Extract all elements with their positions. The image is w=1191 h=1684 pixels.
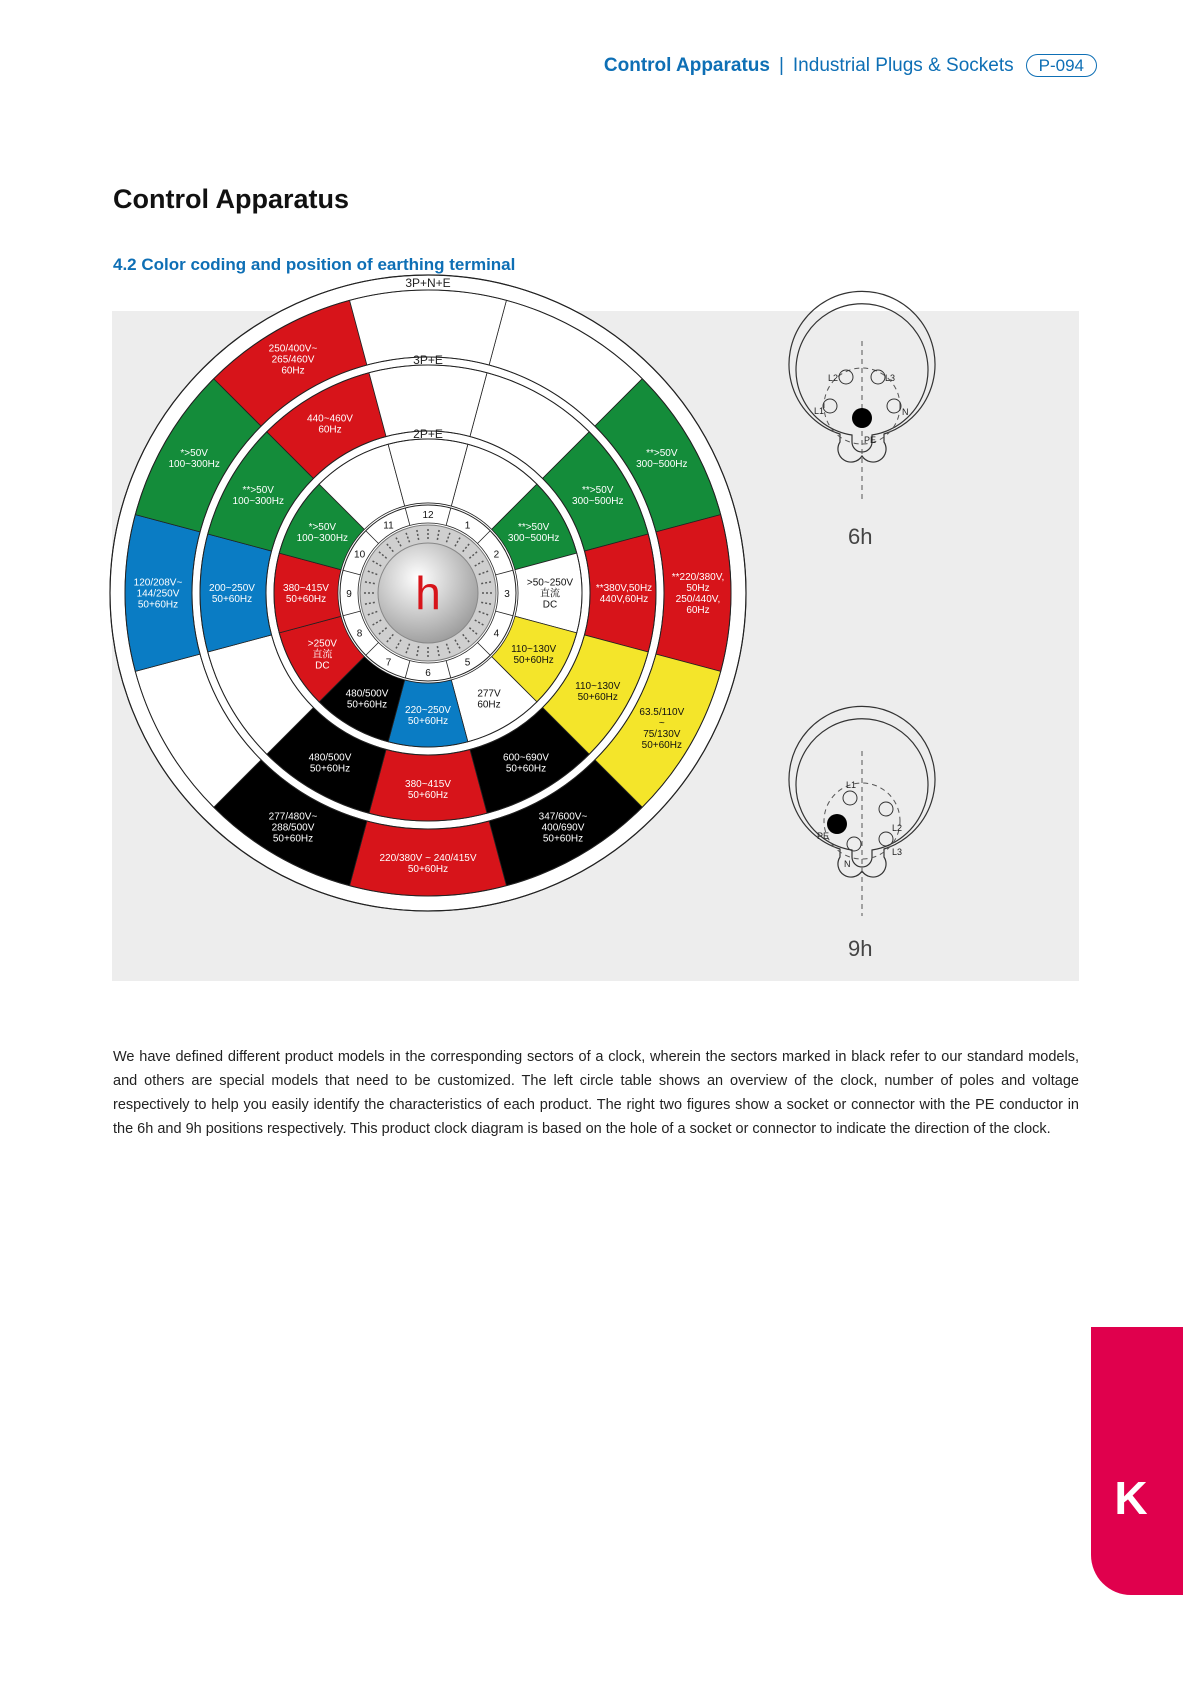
label-n: N: [902, 407, 909, 417]
outer-ring-label-3-2: 250/440V,: [675, 594, 721, 605]
hour-number-11: 11: [383, 520, 394, 532]
outer-ring-label-4-3: 50+60Hz: [641, 740, 682, 751]
outer-ring-label-9-2: 50+60Hz: [137, 599, 179, 611]
pin-n: [887, 399, 901, 413]
outer-ring-label-7-1: 288/500V: [271, 822, 315, 834]
outer-ring-label-5-1: 400/690V: [541, 822, 585, 834]
middle-ring-label-3-0: **380V,50Hz: [595, 583, 653, 594]
inner-ring-label-9-0: 380~415V: [283, 583, 329, 594]
pin-l3: [871, 370, 885, 384]
header-separator: |: [778, 54, 784, 76]
outer-ring-label-2-1: 300~500Hz: [636, 459, 688, 470]
inner-ring-label-10-1: 100~300Hz: [296, 533, 349, 544]
pin-l2: [879, 802, 893, 816]
pin-pe: [852, 408, 872, 428]
inner-ring-label-4-0: 110~130V: [511, 644, 557, 655]
middle-ring-label-5-0: 600~690V: [503, 752, 549, 764]
header-product-line: Industrial Plugs & Sockets: [792, 54, 1014, 76]
hour-number-4: 4: [493, 628, 500, 640]
inner-ring-label-2-0: **>50V: [517, 522, 550, 533]
hour-number-8: 8: [356, 628, 363, 640]
pin-l3: [879, 832, 893, 846]
connector-6h-title: 6h: [848, 524, 873, 549]
section-tab-letter: K: [1114, 1472, 1148, 1524]
inner-ring-label-6-0: 220~250V: [405, 705, 451, 716]
color-coding-figure: [112, 276, 1079, 981]
middle-ring-label-9-0: 200~250V: [209, 583, 255, 594]
outer-ring-label-3-1: 50Hz: [686, 583, 710, 594]
middle-ring-label-10-0: **>50V: [242, 485, 274, 496]
middle-ring-label-7-0: 480/500V: [308, 752, 352, 764]
inner-ring-label-7-0: 480/500V: [345, 688, 389, 700]
hour-number-1: 1: [464, 520, 471, 532]
middle-ring-label-9-1: 50+60Hz: [211, 594, 253, 605]
middle-ring-label-10-1: 100~300Hz: [232, 496, 284, 507]
inner-ring-label-10-0: *>50V: [308, 522, 337, 533]
outer-ring-label-9-1: 144/250V: [136, 588, 180, 600]
inner-ring-title: 2P+E: [413, 427, 443, 441]
inner-ring-label-3-1: 直流: [540, 588, 560, 600]
label-l3: L3: [885, 373, 896, 383]
clock-wheel: [110, 275, 746, 911]
pin-pe: [827, 814, 847, 834]
middle-ring-sector-12: [369, 365, 487, 437]
inner-ring-label-3-0: >50~250V: [526, 577, 574, 589]
center-logo-letter: h: [415, 567, 441, 619]
hour-number-6: 6: [425, 668, 431, 679]
inner-ring-label-7-1: 50+60Hz: [346, 699, 388, 711]
label-pe: PE: [817, 831, 830, 841]
hour-number-7: 7: [385, 657, 392, 669]
inner-ring-label-8-0: >250V: [307, 638, 337, 650]
label-l1: L1: [814, 406, 825, 416]
inner-ring-label-3-2: DC: [542, 599, 558, 611]
outer-ring-label-11-0: 250/400V~: [268, 343, 318, 355]
middle-ring-label-11-0: 440~460V: [307, 413, 353, 425]
hour-number-12: 12: [422, 510, 434, 521]
middle-ring-label-11-1: 60Hz: [318, 424, 342, 436]
inner-ring-label-5-1: 60Hz: [477, 699, 501, 711]
label-l2: L2: [892, 823, 903, 833]
middle-ring-title: 3P+E: [413, 353, 443, 367]
middle-ring-label-7-1: 50+60Hz: [309, 763, 351, 775]
outer-ring-label-3-3: 60Hz: [686, 605, 710, 616]
outer-ring-label-10-0: *>50V: [180, 448, 208, 459]
outer-ring-label-5-0: 347/600V~: [538, 811, 588, 823]
label-pe: PE: [864, 435, 877, 445]
page-header: [604, 54, 1097, 77]
inner-ring-label-5-0: 277V: [477, 688, 501, 700]
hour-number-2: 2: [493, 549, 500, 561]
hour-number-3: 3: [504, 589, 510, 600]
figure-canvas: [112, 276, 1079, 981]
middle-ring-label-5-1: 50+60Hz: [505, 763, 547, 775]
pin-l2: [839, 370, 853, 384]
middle-ring-label-3-1: 440V,60Hz: [599, 594, 649, 605]
section-title: 4.2 Color coding and position of earthing terminal: [113, 255, 516, 274]
outer-ring-label-4-0: 63.5/110V: [639, 707, 685, 718]
outer-ring-label-7-0: 277/480V~: [268, 811, 318, 823]
connector-9h: [789, 706, 935, 961]
outer-ring-label-4-1: ~: [658, 718, 665, 729]
middle-ring-label-4-0: 110~130V: [575, 681, 621, 692]
outer-ring-label-4-2: 75/130V: [643, 729, 681, 740]
description-paragraph: We have defined different product models in the corresponding sectors of a clock, wherein the sectors marked in black refer to our standard models, and others are special models that need to be customized. The left circle table shows an overview of the clock, number of poles and voltage respectively to help you easily identify the characteristics of each product. The right two figures show a socket or connector with the PE conductor in the 6h and 9h positions respectively. This product clock diagram is based on the hole of a socket or connector to indicate the direction of the clock.: [113, 1049, 1079, 1137]
label-n: N: [844, 859, 851, 869]
inner-ring-label-2-1: 300~500Hz: [507, 533, 560, 544]
outer-ring-label-7-2: 50+60Hz: [272, 833, 314, 845]
connector-6h: [789, 291, 935, 549]
outer-ring-label-6-0: 220/380V ~ 240/415V: [379, 853, 477, 864]
hour-number-9: 9: [346, 589, 352, 600]
middle-ring-label-2-1: 300~500Hz: [572, 496, 624, 507]
page-title: Control Apparatus: [113, 184, 349, 214]
outer-ring-label-3-0: **220/380V,: [671, 572, 725, 583]
inner-ring-label-6-1: 50+60Hz: [407, 716, 449, 727]
inner-ring-label-4-1: 50+60Hz: [513, 655, 554, 666]
label-l1: L1: [846, 780, 857, 790]
outer-ring-label-9-0: 120/208V~: [133, 577, 183, 589]
section-tab-k: [1091, 1327, 1183, 1595]
pin-n: [847, 837, 861, 851]
outer-ring-label-6-1: 50+60Hz: [407, 864, 449, 875]
inner-ring-label-9-1: 50+60Hz: [285, 594, 327, 605]
header-category: Control Apparatus: [603, 54, 770, 76]
outer-ring-label-2-0: **>50V: [646, 448, 678, 459]
label-l2: L2: [828, 373, 839, 383]
connector-9h-title: 9h: [848, 936, 873, 961]
hour-number-5: 5: [464, 657, 471, 669]
connector-6h-outline: [789, 291, 935, 462]
inner-ring-label-8-2: DC: [315, 660, 330, 672]
label-l3: L3: [892, 847, 903, 857]
outer-ring-label-11-1: 265/460V: [271, 354, 315, 366]
middle-ring-label-6-0: 380~415V: [405, 779, 451, 790]
middle-ring-label-4-1: 50+60Hz: [577, 692, 618, 703]
middle-ring-label-6-1: 50+60Hz: [407, 790, 449, 801]
pin-l1: [823, 399, 837, 413]
outer-ring-label-10-1: 100~300Hz: [168, 459, 220, 470]
outer-ring-label-11-2: 60Hz: [281, 365, 305, 377]
middle-ring-label-2-0: **>50V: [582, 485, 614, 496]
hour-number-10: 10: [354, 549, 366, 561]
header-page-code: P-094: [1026, 54, 1097, 77]
outer-ring-label-5-2: 50+60Hz: [542, 833, 584, 845]
inner-ring-label-8-1: 直流: [312, 649, 333, 661]
outer-ring-title: 3P+N+E: [405, 276, 451, 290]
pin-l1: [843, 791, 857, 805]
